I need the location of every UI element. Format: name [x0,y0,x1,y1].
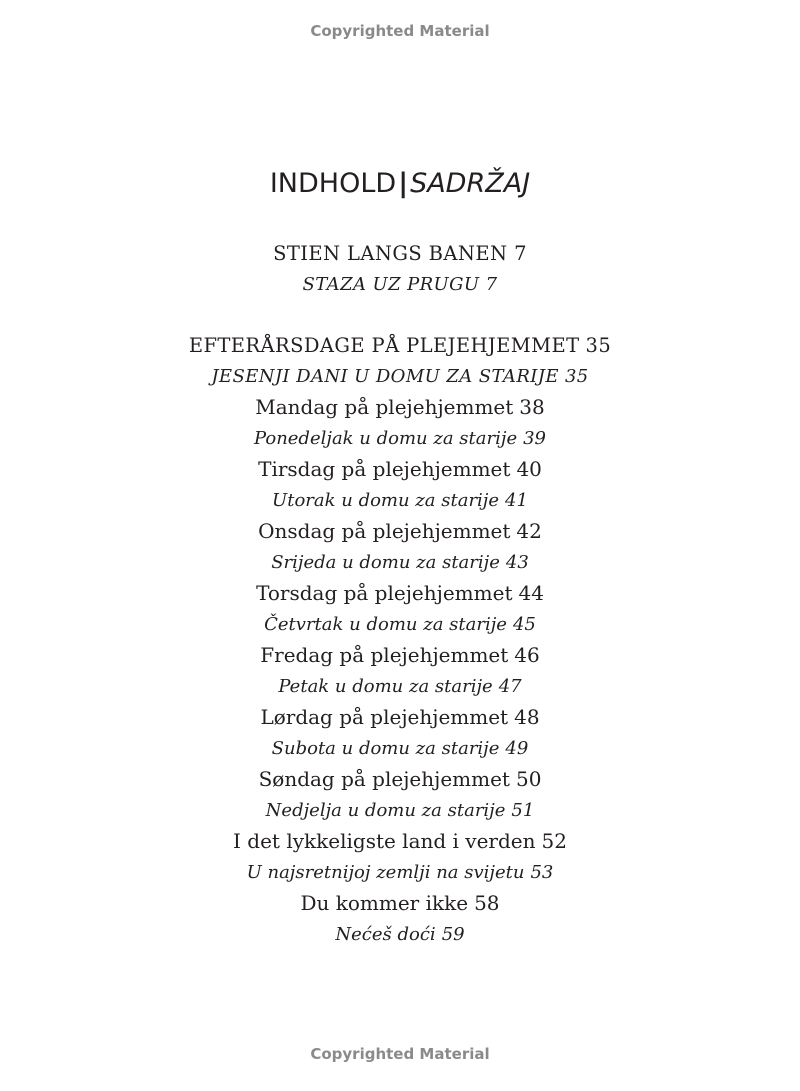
page-title [0,168,800,199]
toc-entry[interactable] [0,578,800,609]
toc-entry-page: 51 [511,800,535,821]
copyright-watermark-bottom: Copyrighted Material [310,1045,490,1063]
toc-entry-title: JESENJI DANI U DOMU ZA STARIJE [211,366,559,387]
toc-entry-page: 7 [485,274,498,295]
toc-entry-title: STIEN LANGS BANEN [273,242,508,265]
toc-entry[interactable] [0,733,800,764]
toc-entry-page: 35 [585,334,612,357]
toc-entry-title: Lørdag på plejehjemmet [260,705,509,729]
toc-entry[interactable] [0,640,800,671]
toc-entry[interactable] [0,238,800,269]
toc-entry-title: Četvrtak u domu za starije [264,614,507,635]
toc-entry-page: 38 [519,395,545,419]
toc-entry-title: Søndag på plejehjemmet [258,767,510,791]
title-bosnian: SADRŽAJ [410,168,531,199]
toc-entry-page: 58 [474,891,500,915]
toc-entry-title: Nedjelja u domu za starije [265,800,506,821]
toc-entry[interactable] [0,671,800,702]
toc-entry-page: 50 [515,767,542,791]
toc-entry[interactable] [0,795,800,826]
toc-entry[interactable] [0,826,800,857]
toc-entry-page: 7 [514,242,527,265]
toc-entry-page: 41 [505,490,528,511]
toc-section-1 [0,238,800,300]
toc-entry[interactable] [0,423,800,454]
toc-section-2 [0,330,800,950]
title-separator: | [398,168,409,199]
toc-entry-title: I det lykkeligste land i verden [233,829,536,853]
toc-entry-page: 39 [523,428,547,449]
title-danish: INDHOLD [269,168,397,199]
toc-entry-page: 59 [441,924,465,945]
toc-entry-title: STAZA UZ PRUGU [302,274,480,295]
toc-entry-page: 45 [512,614,536,635]
toc-entry-title: Petak u domu za starije [278,676,493,697]
toc-entry-page: 44 [518,581,544,605]
toc-entry[interactable] [0,609,800,640]
toc-entry-title: Nećeš doći [335,924,436,945]
toc-entry-title: Du kommer ikke [300,891,469,915]
toc-entry-page: 43 [505,552,529,573]
toc-entry[interactable] [0,330,800,361]
toc-entry[interactable] [0,702,800,733]
toc-entry-title: Subota u domu za starije [271,738,500,759]
toc-entry[interactable] [0,857,800,888]
toc-entry-title: Fredag på plejehjemmet [260,643,509,667]
toc-entry[interactable] [0,919,800,950]
toc-entry[interactable] [0,764,800,795]
toc-entry-title: EFTERÅRSDAGE PÅ PLEJEHJEMMET [188,334,580,357]
toc-entry-title: Torsdag på plejehjemmet [256,581,513,605]
toc-entry[interactable] [0,361,800,392]
toc-entry-page: 53 [530,862,554,883]
toc-entry-title: Onsdag på plejehjemmet [258,519,511,543]
toc-entry[interactable] [0,516,800,547]
toc-entry[interactable] [0,392,800,423]
toc-entry-title: Ponedeljak u domu za starije [253,428,518,449]
toc-entry-page: 42 [516,519,542,543]
toc-entry-page: 49 [505,738,529,759]
toc-entry[interactable] [0,454,800,485]
toc-entry-title: U najsretnijoj zemlji na svijetu [246,862,525,883]
toc-entry-page: 47 [498,676,522,697]
toc-entry[interactable] [0,269,800,300]
toc-entry-page: 40 [516,457,542,481]
toc-entry-title: Utorak u domu za starije [272,490,500,511]
toc-entry[interactable] [0,485,800,516]
toc-entry-page: 52 [541,829,567,853]
copyright-watermark-top: Copyrighted Material [310,22,490,40]
toc-entry-page: 48 [514,705,540,729]
toc-entry-title: Srijeda u domu za starije [271,552,500,573]
toc-entry[interactable] [0,888,800,919]
toc-entry-page: 46 [514,643,540,667]
toc-entry[interactable] [0,547,800,578]
toc-entry-title: Mandag på plejehjemmet [255,395,514,419]
toc-entry-title: Tirsdag på plejehjemmet [258,457,511,481]
toc-entry-page: 35 [564,366,589,387]
